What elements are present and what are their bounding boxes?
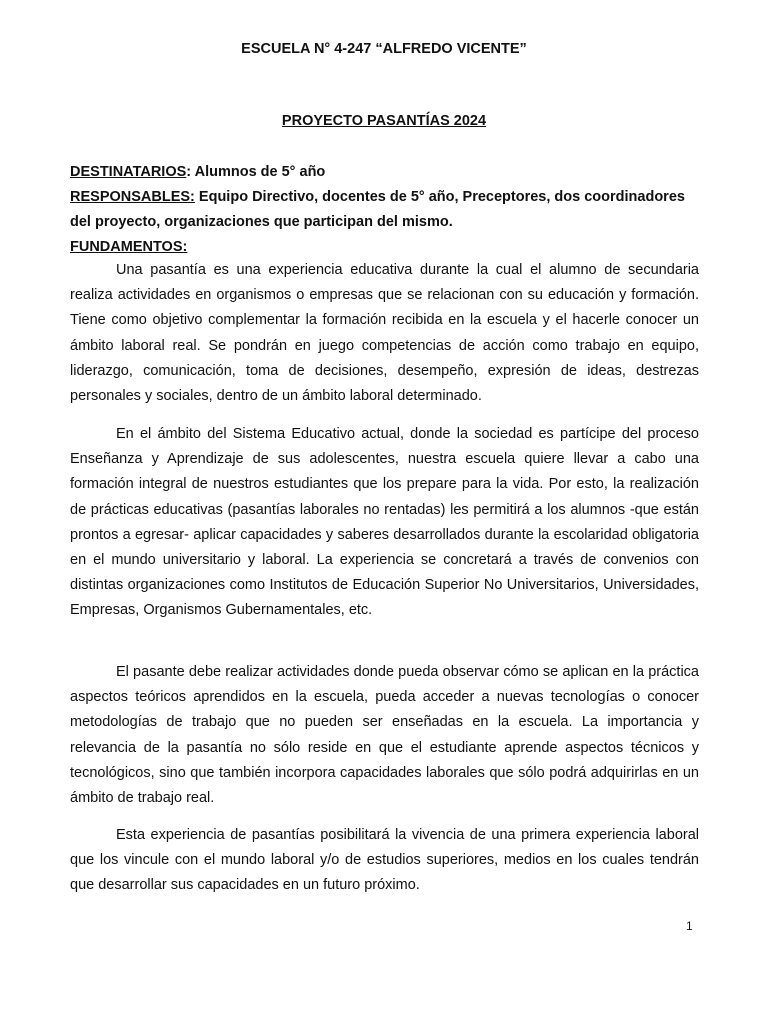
destinatarios-line <box>70 160 700 185</box>
school-title: ESCUELA N° 4-247 “ALFREDO VICENTE” <box>241 41 527 57</box>
body-paragraph: En el ámbito del Sistema Educativo actual, donde la sociedad es partícipe del proceso Enseñanza y Aprendizaje de sus adolescentes, nuestra escuela quiere llevar a cabo una formación integral de nuestros estudiantes que los prepare para la vida. Por esto, la realización de prácticas educativas (pasantías laborales no rentadas) les permitirá a los alumnos -que están prontos a egresar- aplicar capacidades y saberes desarrollados durante la escolaridad obligatoria en el mundo universitario y laboral. La experiencia se concretará a través de convenios con distintas organizaciones como Institutos de Educación Superior No Universitarios, Universidades, Empresas, Organismos Gubernamentales, etc. <box>70 426 699 619</box>
responsables-value: Equipo Directivo, docentes de 5° año, Preceptores, dos coordinadores del proyecto, organizaciones que participan del mismo. <box>70 189 685 230</box>
destinatarios-value: : Alumnos de 5° año <box>186 164 326 180</box>
responsables-label: RESPONSABLES: <box>70 189 195 205</box>
fundamentos-label: FUNDAMENTOS: <box>70 239 188 255</box>
destinatarios-label: DESTINATARIOS <box>70 164 187 180</box>
page-number: 1 <box>686 919 693 933</box>
body-paragraph: El pasante debe realizar actividades donde pueda observar cómo se aplican en la práctica aspectos teóricos aprendidos en la escuela, pueda acceder a nuevas tecnologías o conocer metodologías de trabajo que no pueden ser enseñadas en la escuela. La importancia y relevancia de la pasantía no sólo reside en que el estudiante aprende aspectos técnicos y tecnológicos, sino que también incorpora capacidades laborales que sólo podrá adquirirlas en un ámbito de trabajo real. <box>70 664 699 807</box>
fundamentos-line <box>70 235 700 260</box>
body-paragraph: Esta experiencia de pasantías posibilitará la vivencia de una primera experiencia laboral que los vincule con el mundo laboral y/o de estudios superiores, medios en los cuales tendrán que desarrollar sus capacidades en un futuro próximo. <box>70 827 699 894</box>
project-title: PROYECTO PASANTÍAS 2024 <box>281 113 487 129</box>
body-paragraph: Una pasantía es una experiencia educativa durante la cual el alumno de secundaria realiza actividades en organismos o empresas que se relacionan con su educación y formación. Tiene como objetivo complementar la formación recibida en la escuela y el hacerle conocer un ámbito laboral real. Se pondrán en juego competencias de acción como trabajo en equipo, liderazgo, comunicación, toma de decisiones, desempeño, expresión de ideas, destrezas personales y sociales, dentro de un ámbito laboral determinado. <box>70 262 699 405</box>
project-metadata <box>70 160 700 260</box>
responsables-line <box>70 185 700 235</box>
